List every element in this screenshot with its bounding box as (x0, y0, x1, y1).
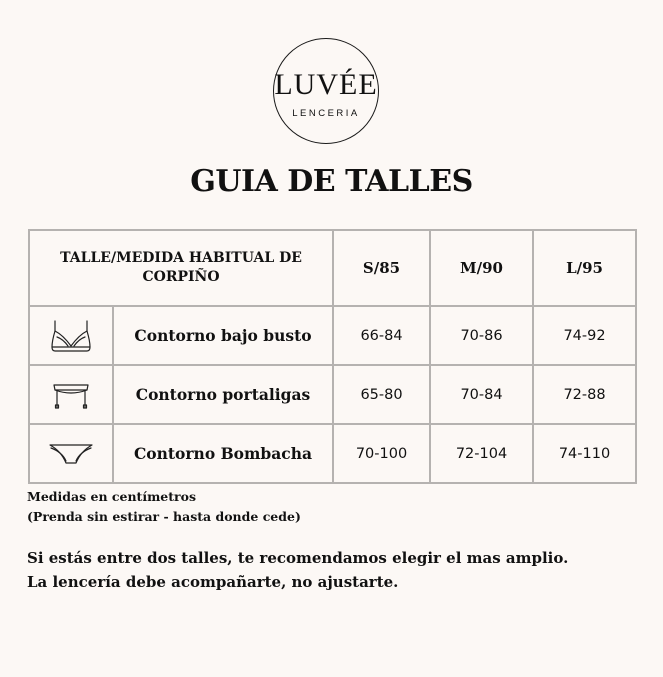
size-header: L/95 (533, 230, 636, 306)
panty-icon (48, 441, 94, 467)
size-header: S/85 (333, 230, 430, 306)
table-row (29, 365, 636, 424)
table-header-row (29, 230, 636, 306)
row-icon-cell (29, 424, 113, 483)
advice-text (27, 546, 568, 594)
size-header: M/90 (430, 230, 533, 306)
size-value: 70-84 (430, 365, 533, 424)
brand-name: LUVÉE (274, 68, 378, 101)
row-icon-cell (29, 306, 113, 365)
table-row (29, 306, 636, 365)
size-value: 70-86 (430, 306, 533, 365)
size-table (28, 229, 637, 484)
garter-belt-icon (51, 379, 91, 411)
note-line: Medidas en centímetros (27, 489, 196, 504)
row-label: Contorno portaligas (113, 365, 333, 424)
row-label: Contorno Bombacha (113, 424, 333, 483)
size-value: 72-104 (430, 424, 533, 483)
note-line: (Prenda sin estirar - hasta donde cede) (27, 508, 301, 524)
table-row (29, 424, 636, 483)
advice-line: La lencería debe acompañarte, no ajustarte. (27, 573, 399, 591)
measurement-notes (27, 487, 301, 526)
brand-logo (273, 38, 379, 144)
size-value: 70-100 (333, 424, 430, 483)
page-title: GUIA DE TALLES (190, 164, 473, 199)
bra-icon (49, 319, 93, 353)
size-value: 72-88 (533, 365, 636, 424)
advice-line: Si estás entre dos talles, te recomendamos elegir el mas amplio. (27, 549, 569, 567)
size-value: 65-80 (333, 365, 430, 424)
brand-tagline: LENCERIA (292, 108, 360, 119)
size-value: 66-84 (333, 306, 430, 365)
header-label: TALLE/MEDIDA HABITUAL DE CORPIÑO (29, 230, 333, 306)
size-value: 74-92 (533, 306, 636, 365)
size-value: 74-110 (533, 424, 636, 483)
row-icon-cell (29, 365, 113, 424)
row-label: Contorno bajo busto (113, 306, 333, 365)
